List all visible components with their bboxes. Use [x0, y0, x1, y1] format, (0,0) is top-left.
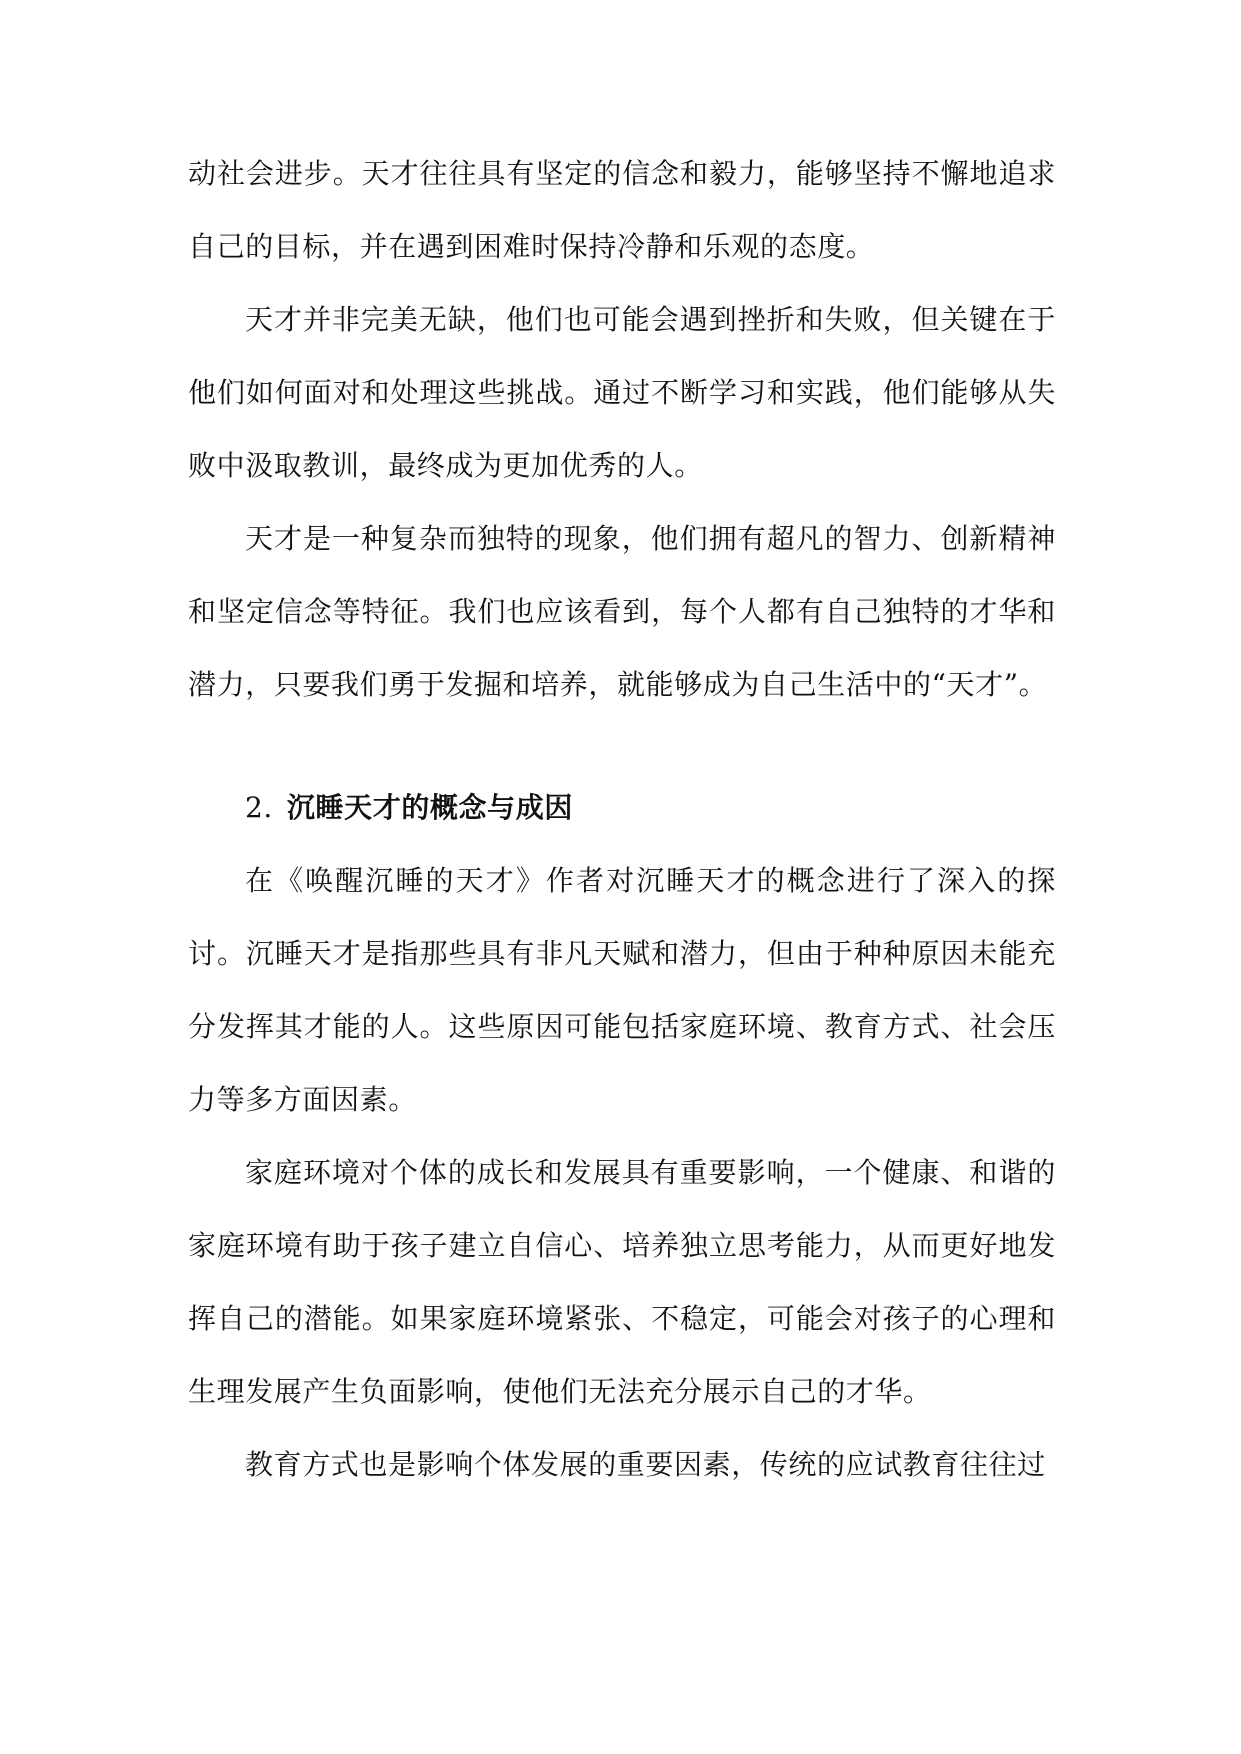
paragraph-genius-summary: 天才是一种复杂而独特的现象，他们拥有超凡的智力、创新精神和坚定信念等特征。我们也应该看到，每个人都有自己独特的才华和潜力，只要我们勇于发掘和培养，就能够成为自己生活中的“天才”。	[188, 522, 1056, 701]
section-spacer	[188, 721, 1056, 771]
paragraph-education-method: 教育方式也是影响个体发展的重要因素，传统的应试教育往往过	[245, 1448, 1046, 1481]
paragraph-family-environment: 家庭环境对个体的成长和发展具有重要影响，一个健康、和谐的家庭环境有助于孩子建立自信心、培养独立思考能力，从而更好地发挥自己的潜能。如果家庭环境紧张、不稳定，可能会对孩子的心理和生理发展产生负面影响，使他们无法充分展示自己的才华。	[188, 1156, 1056, 1408]
paragraph-sleeping-genius-concept: 在《唤醒沉睡的天才》作者对沉睡天才的概念进行了深入的探讨。沉睡天才是指那些具有非凡天赋和潜力，但由于种种原因未能充分发挥其才能的人。这些原因可能包括家庭环境、教育方式、社会压力等多方面因素。	[188, 864, 1056, 1116]
section-title: 沉睡天才的概念与成因	[286, 791, 573, 824]
section-heading	[188, 771, 1056, 844]
document-body	[188, 137, 1056, 1501]
paragraph-setbacks: 天才并非完美无缺，他们也可能会遇到挫折和失败，但关键在于他们如何面对和处理这些挑战。通过不断学习和实践，他们能够从失败中汲取教训，最终成为更加优秀的人。	[188, 303, 1056, 482]
section-number: 2.	[245, 791, 273, 824]
paragraph-continuation: 动社会进步。天才往往具有坚定的信念和毅力，能够坚持不懈地追求自己的目标，并在遇到困难时保持冷静和乐观的态度。	[188, 157, 1056, 263]
